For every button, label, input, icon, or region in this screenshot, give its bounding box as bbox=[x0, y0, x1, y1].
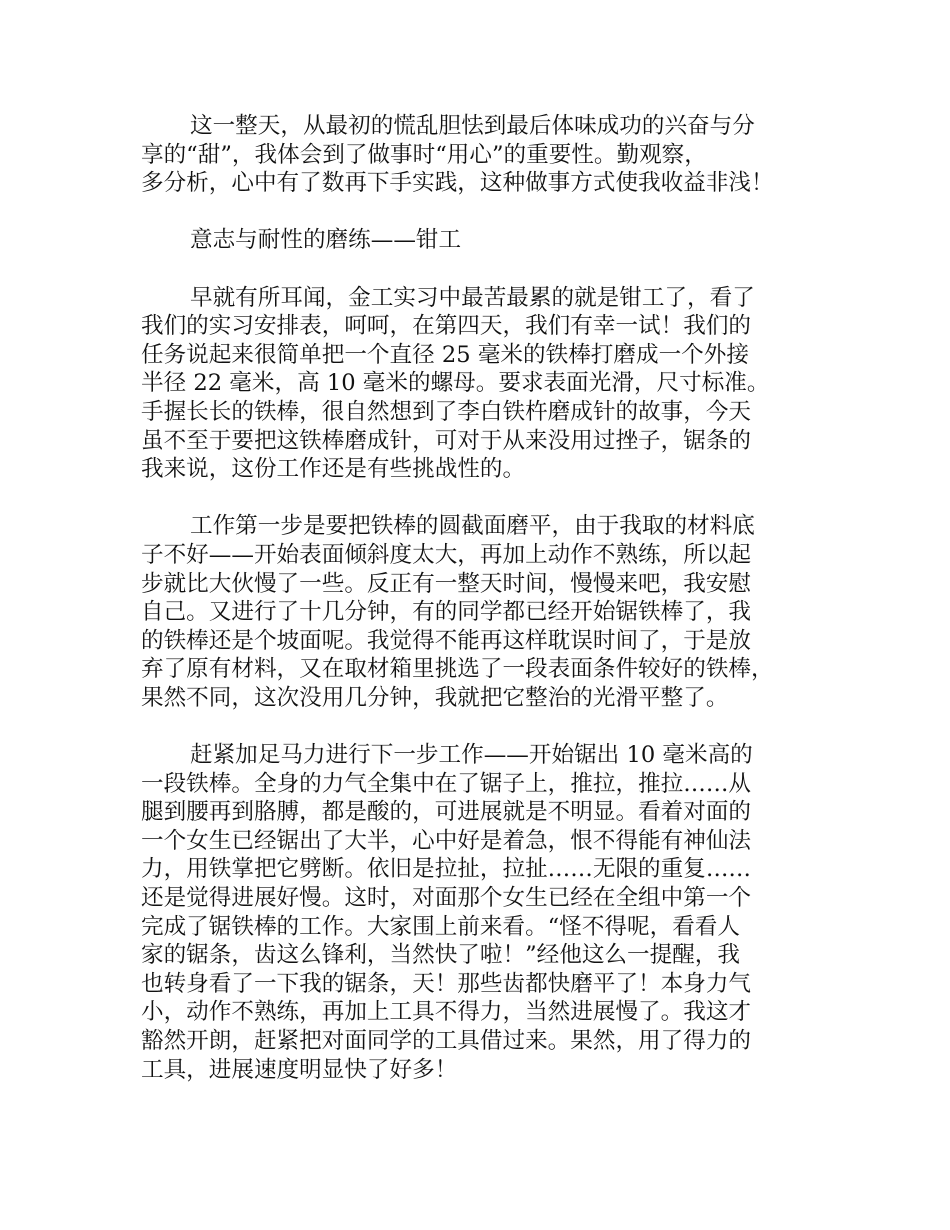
paragraph-gap bbox=[141, 198, 831, 227]
paragraph-line: 子不好——开始表面倾斜度太大，再加上动作不熟练，所以起 bbox=[141, 541, 752, 568]
document-body bbox=[141, 112, 831, 1084]
paragraph-line: 工作第一步是要把铁棒的圆截面磨平，由于我取的材料底 bbox=[190, 513, 755, 540]
paragraph-line: 我们的实习安排表，呵呵，在第四天，我们有幸一试！我们的 bbox=[141, 313, 752, 340]
paragraph-line: 果然不同，这次没用几分钟，我就把它整治的光滑平整了。 bbox=[141, 684, 729, 711]
paragraph-line: 我来说，这份工作还是有些挑战性的。 bbox=[141, 456, 526, 483]
paragraph-line: 的铁棒还是个坡面呢。我觉得不能再这样耽误时间了，于是放 bbox=[141, 627, 752, 654]
paragraph-line: 也转身看了一下我的锯条，天！那些齿都快磨平了！本身力气 bbox=[141, 970, 752, 997]
paragraph-line: 弃了原有材料，又在取材箱里挑选了一段表面条件较好的铁棒， bbox=[141, 656, 774, 683]
paragraph-line: 早就有所耳闻，金工实习中最苦最累的就是钳工了，看了 bbox=[190, 284, 755, 311]
paragraph-line: 赶紧加足马力进行下一步工作——开始锯出 10 毫米高的 bbox=[190, 742, 753, 769]
paragraph-line: 虽不至于要把这铁棒磨成针，可对于从来没用过挫子，锯条的 bbox=[141, 427, 752, 454]
paragraph-2 bbox=[141, 284, 831, 484]
paragraph-3 bbox=[141, 512, 831, 712]
paragraph-line: 还是觉得进展好慢。这时，对面那个女生已经在全组中第一个 bbox=[141, 885, 752, 912]
paragraph-line: 多分析，心中有了数再下手实践，这种做事方式使我收益非浅！ bbox=[141, 170, 774, 197]
paragraph-line: 半径 22 毫米，高 10 毫米的螺母。要求表面光滑，尺寸标准。 bbox=[141, 370, 770, 397]
paragraph-line: 这一整天，从最初的慌乱胆怯到最后体味成功的兴奋与分 bbox=[190, 113, 755, 139]
paragraph-line: 享的“甜”，我体会到了做事时“用心”的重要性。勤观察， bbox=[141, 141, 707, 168]
paragraph-gap bbox=[141, 484, 831, 513]
section-heading: 意志与耐性的磨练——钳工 bbox=[190, 227, 462, 254]
paragraph-line: 自己。又进行了十几分钟，有的同学都已经开始锯铁棒了，我 bbox=[141, 599, 752, 626]
paragraph-line: 完成了锯铁棒的工作。大家围上前来看。“怪不得呢，看看人 bbox=[141, 913, 740, 940]
paragraph-line: 豁然开朗，赶紧把对面同学的工具借过来。果然，用了得力的 bbox=[141, 1028, 752, 1054]
paragraph-line: 手握长长的铁棒，很自然想到了李白铁杵磨成针的故事，今天 bbox=[141, 398, 752, 425]
paragraph-line: 力，用铁掌把它劈断。依旧是拉扯，拉扯……无限的重复…… bbox=[141, 856, 752, 883]
paragraph-4 bbox=[141, 741, 831, 1084]
paragraph-line: 步就比大伙慢了一些。反正有一整天时间，慢慢来吧，我安慰 bbox=[141, 570, 752, 597]
paragraph-line: 家的锯条，齿这么锋利，当然快了啦！”经他这么一提醒，我 bbox=[141, 942, 740, 969]
paragraph-line: 一个女生已经锯出了大半，心中好是着急，恨不得能有神仙法 bbox=[141, 827, 752, 854]
paragraph-gap bbox=[141, 255, 831, 284]
paragraph-line: 小，动作不熟练，再加上工具不得力，当然进展慢了。我这才 bbox=[141, 999, 752, 1026]
paragraph-line: 腿到腰再到胳膊，都是酸的，可进展就是不明显。看着对面的 bbox=[141, 799, 752, 826]
paragraph-1 bbox=[141, 112, 831, 198]
paragraph-line: 一段铁棒。全身的力气全集中在了锯子上，推拉，推拉……从 bbox=[141, 770, 752, 797]
paragraph-line: 工具，进展速度明显快了好多！ bbox=[141, 1056, 458, 1083]
paragraph-line: 任务说起来很简单把一个直径 25 毫米的铁棒打磨成一个外接 bbox=[141, 341, 749, 368]
paragraph-gap bbox=[141, 712, 831, 741]
